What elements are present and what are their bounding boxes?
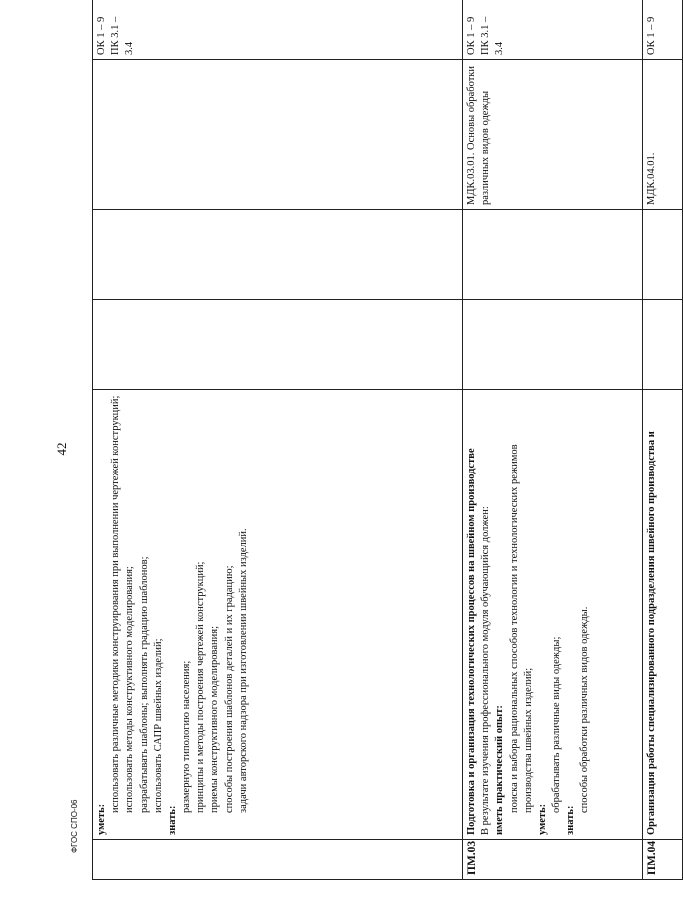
hours-cell	[463, 210, 643, 300]
module-intro: В результате изучения профессионального модуля обучающийся должен:	[480, 506, 492, 835]
list-item: приемы конструктивного моделирования;	[209, 626, 221, 813]
module-code-cell: ПМ.04	[643, 840, 683, 880]
competencies-cell	[463, 0, 643, 60]
list-item: поиска и выбора рациональных способов технологии и технологических режимов производства швейных изделий;	[508, 444, 534, 813]
module-content-cell	[463, 390, 643, 840]
znat-label: знать:	[565, 805, 577, 835]
list-item: использовать различные методики конструирования при выполнении чертежей конструкций;	[110, 395, 122, 813]
hours-cell	[93, 300, 463, 390]
competencies-text: ОК 1 – 9 ПК 3.1 – 3.4	[466, 16, 506, 55]
hours-cell	[643, 210, 683, 300]
module-code-cell	[93, 840, 463, 880]
mdk-cell	[93, 60, 463, 210]
footer-label: ФГОС СПО-06	[70, 799, 79, 853]
list-item: обрабатывать различные виды одежды;	[551, 636, 563, 813]
rotated-table-container	[92, 0, 658, 880]
list-item: способы построения шаблонов деталей и их градацию;	[223, 565, 235, 813]
curriculum-table	[92, 0, 683, 880]
module-content-cell	[93, 390, 463, 840]
hours-cell	[93, 210, 463, 300]
mdk-cell: МДК.03.01. Основы обработки различных видов одежды	[463, 60, 643, 210]
list-item: размерную типологию населения;	[181, 660, 193, 813]
module-title: Подготовка и организация технологических процессов на швейном производстве	[466, 448, 477, 835]
mdk-cell: МДК.04.01.	[643, 60, 683, 210]
list-item: способы обработки различных видов одежды.	[579, 606, 591, 813]
competencies-cell: ОК 1 – 9	[643, 0, 683, 60]
table-row	[463, 0, 643, 880]
competencies-cell	[93, 0, 463, 60]
hours-cell	[643, 300, 683, 390]
umet-label: уметь:	[536, 803, 548, 835]
znat-label: знать:	[166, 805, 178, 835]
table-row	[93, 0, 463, 880]
list-item: использовать методы конструктивного моделирования;	[124, 566, 136, 813]
list-item: разрабатывать шаблоны; выполнять градацию шаблонов;	[138, 556, 150, 813]
module-code-cell: ПМ.03	[463, 840, 643, 880]
module-title: Организация работы специализированного подразделения швейного производства и	[646, 431, 657, 835]
list-item: использовать САПР швейных изделий;	[152, 638, 164, 813]
page-number: 42	[54, 442, 69, 456]
opyt-label: иметь практический опыт:	[494, 705, 506, 835]
competencies-text: ОК 1 – 9 ПК 3.1 – 3.4	[96, 16, 136, 55]
module-content-cell	[643, 390, 683, 840]
table-row	[643, 0, 683, 880]
list-item: принципы и методы построения чертежей конструкций;	[195, 561, 207, 813]
umet-label: уметь:	[96, 803, 107, 835]
list-item: задачи авторского надзора при изготовлении швейных изделий.	[237, 528, 249, 813]
hours-cell	[463, 300, 643, 390]
